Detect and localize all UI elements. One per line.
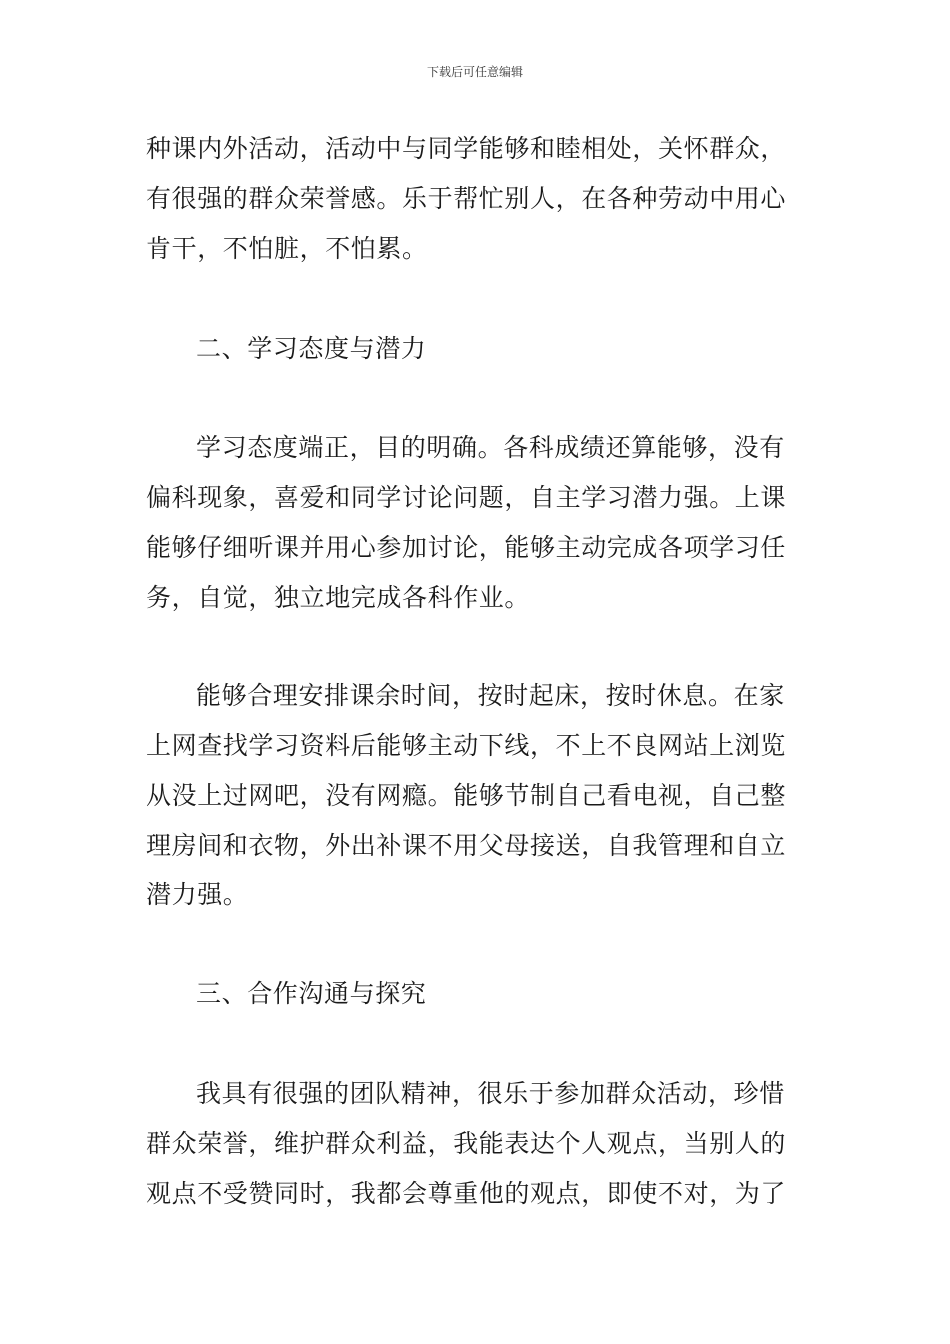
paragraph-line: 学习态度端正，目的明确。各科成绩还算能够，没有 [196,433,785,462]
paragraph-line: 能够仔细听课并用心参加讨论，能够主动完成各项学习任 [146,533,787,562]
paragraph-line: 务，自觉，独立地完成各科作业。 [146,583,531,612]
paragraph-line: 我具有很强的团队精神，很乐于参加群众活动，珍惜 [196,1079,785,1108]
page-header-note: 下载后可任意编辑 [426,65,523,79]
paragraph-line: 肯干，不怕脏，不怕累。 [146,234,428,263]
paragraph-line: 偏科现象，喜爱和同学讨论问题，自主学习潜力强。上课 [146,483,787,512]
paragraph-line: 能够合理安排课余时间，按时起床，按时休息。在家 [196,681,785,710]
paragraph-line: 群众荣誉，维护群众利益，我能表达个人观点，当别人的 [146,1129,787,1158]
paragraph-line: 种课内外活动，活动中与同学能够和睦相处，关怀群众， [146,134,787,163]
section-heading: 三、合作沟通与探究 [196,979,427,1008]
paragraph-line: 观点不受赞同时，我都会尊重他的观点，即使不对，为了 [146,1179,787,1208]
paragraph-line: 有很强的群众荣誉感。乐于帮忙别人，在各种劳动中用心 [146,184,787,213]
paragraph-line: 理房间和衣物，外出补课不用父母接送，自我管理和自立 [146,831,787,860]
paragraph-line: 从没上过网吧，没有网瘾。能够节制自己看电视，自己整 [146,781,787,810]
paragraph-line: 上网查找学习资料后能够主动下线，不上不良网站上浏览 [146,731,787,760]
section-heading: 二、学习态度与潜力 [196,334,427,363]
paragraph-line: 潜力强。 [146,880,249,909]
